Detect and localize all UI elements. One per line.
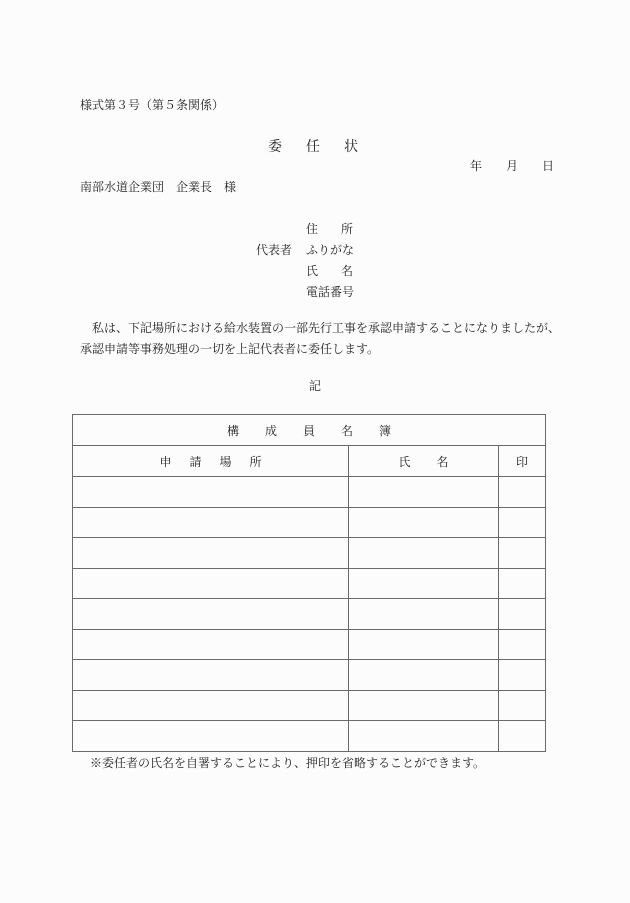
table-title: 構 成 員 名 簿 — [73, 415, 546, 446]
location-cell[interactable] — [73, 629, 349, 660]
name-cell[interactable] — [349, 507, 499, 538]
table-row — [73, 477, 546, 508]
table-row — [73, 629, 546, 660]
seal-cell[interactable] — [499, 599, 546, 630]
address-row — [256, 219, 366, 240]
seal-cell[interactable] — [499, 477, 546, 508]
name-cell[interactable] — [349, 721, 499, 752]
delegation-statement — [80, 318, 560, 360]
location-cell[interactable] — [73, 660, 349, 691]
seal-cell[interactable] — [499, 538, 546, 569]
name-cell[interactable] — [349, 568, 499, 599]
title-char: 任 — [306, 139, 320, 155]
statement-line-1: 私は、下記場所における給水装置の一部先行工事を承認申請することになりましたが、 — [92, 321, 561, 335]
location-cell[interactable] — [73, 477, 349, 508]
table-row — [73, 721, 546, 752]
member-roster-table — [72, 414, 546, 752]
footnote: ※委任者の氏名を自署することにより、押印を省略することができます。 — [90, 756, 486, 770]
representative-block — [256, 219, 366, 303]
title-char: 委 — [268, 139, 282, 155]
header-seal: 印 — [499, 446, 546, 477]
name-cell[interactable] — [349, 690, 499, 721]
table-header-row — [73, 446, 546, 477]
date-line — [470, 157, 554, 174]
table-row — [73, 660, 546, 691]
name-cell[interactable] — [349, 629, 499, 660]
addressee: 南部水道企業団 企業長 様 — [80, 180, 237, 194]
seal-cell[interactable] — [499, 660, 546, 691]
seal-cell[interactable] — [499, 690, 546, 721]
location-cell[interactable] — [73, 690, 349, 721]
seal-cell[interactable] — [499, 568, 546, 599]
ki-heading: 記 — [309, 379, 322, 393]
name-cell[interactable] — [349, 477, 499, 508]
statement-line-2: 承認申請等事務処理の一切を上記代表者に委任します。 — [80, 342, 380, 356]
location-cell[interactable] — [73, 721, 349, 752]
form-number: 様式第３号（第５条関係） — [80, 98, 225, 112]
location-cell[interactable] — [73, 507, 349, 538]
day-label: 日 — [542, 159, 555, 173]
name-cell[interactable] — [349, 599, 499, 630]
location-cell[interactable] — [73, 538, 349, 569]
representative-prefix: 代表者 — [256, 243, 293, 257]
seal-cell[interactable] — [499, 629, 546, 660]
location-cell[interactable] — [73, 568, 349, 599]
table-title-row — [73, 415, 546, 446]
furigana-row — [256, 240, 366, 261]
phone-label: 電話番号 — [306, 285, 355, 299]
address-label: 住 所 — [306, 222, 353, 236]
seal-cell[interactable] — [499, 507, 546, 538]
table-row — [73, 538, 546, 569]
location-cell[interactable] — [73, 599, 349, 630]
header-location: 申 請 場 所 — [73, 446, 349, 477]
name-cell[interactable] — [349, 660, 499, 691]
table-row — [73, 690, 546, 721]
name-label: 氏 名 — [306, 264, 353, 278]
table-row — [73, 568, 546, 599]
table-row — [73, 599, 546, 630]
name-row — [256, 261, 366, 282]
table-row — [73, 507, 546, 538]
month-label: 月 — [506, 159, 519, 173]
furigana-label: ふりがな — [306, 243, 355, 257]
document-title — [268, 136, 382, 156]
title-char: 状 — [344, 139, 358, 155]
year-label: 年 — [470, 159, 483, 173]
header-name: 氏 名 — [349, 446, 499, 477]
phone-row — [256, 282, 366, 303]
seal-cell[interactable] — [499, 721, 546, 752]
name-cell[interactable] — [349, 538, 499, 569]
